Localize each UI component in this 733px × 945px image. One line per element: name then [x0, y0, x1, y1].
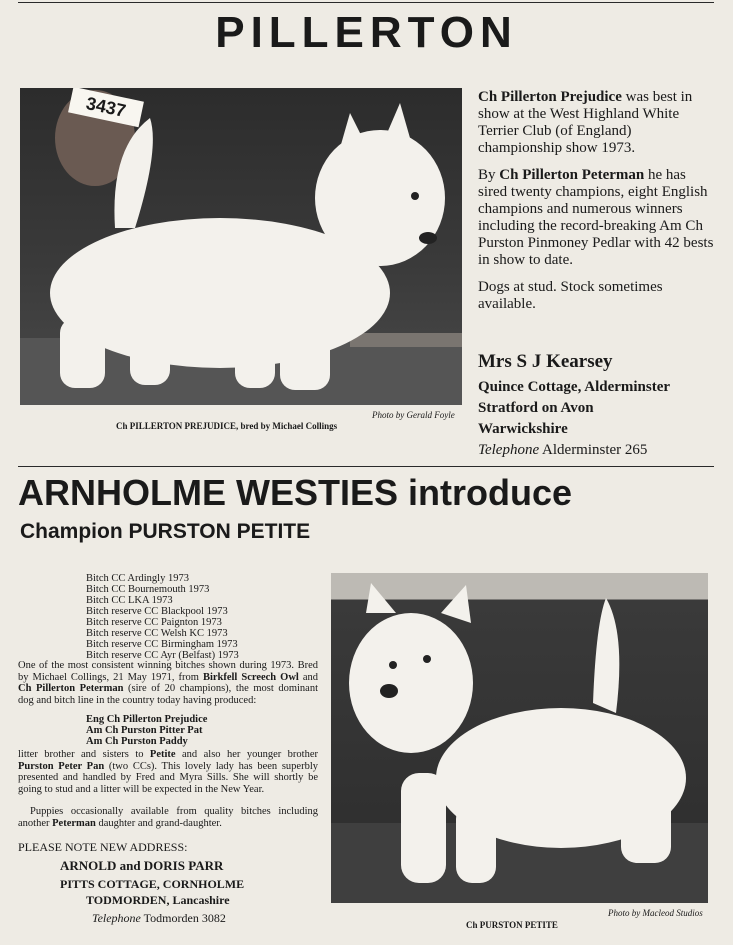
telephone-label: Telephone [478, 442, 540, 458]
breeder-address-1: PITTS COTTAGE, CORNHOLME [60, 877, 245, 891]
owner-name: Mrs S J Kearsey [478, 351, 613, 372]
arnholme-subtitle: Champion PURSTON PETITE [20, 520, 311, 543]
dog-name-petite: Petite [149, 749, 176, 760]
para2-text-a: litter brother and sisters to [18, 749, 150, 760]
telephone-line [478, 440, 670, 461]
para1-text-c: and [298, 671, 318, 683]
address-line-1: Quince Cottage, Alderminster [478, 379, 671, 395]
address-line-3: Warwickshire [478, 421, 568, 437]
westie-illustration-1 [20, 88, 462, 405]
show-number-card: 3437 [68, 88, 144, 127]
arnholme-title: ARNHOLME WESTIES [18, 472, 399, 513]
paragraph-peterman [478, 167, 718, 269]
breeder-address-2: TODMORDEN, Lancashire [86, 893, 230, 907]
paragraph-prejudice [478, 89, 718, 157]
address-note: PLEASE NOTE NEW ADDRESS: [18, 840, 188, 854]
p1-text: was best in show at the West Highland White Terrier Club (of England) championship show 1973. [478, 89, 693, 156]
litter-paragraph [18, 749, 318, 795]
dog-photo-prejudice [20, 88, 462, 405]
champions-list [86, 714, 207, 747]
dog-name-peterman-3: Peterman [52, 817, 96, 829]
award-item: Bitch reserve CC Welsh KC 1973 [86, 628, 228, 639]
arnholme-introduce: introduce [398, 472, 573, 513]
award-item: Bitch CC Ardingly 1973 [86, 573, 189, 584]
para1-text-a: One of the most consistent winning bitches shown during 1973. Bred by Michael Collings, 21 May 1971, from [18, 660, 318, 683]
photo1-credit: Photo by Gerald Foyle [372, 410, 455, 420]
award-item: Bitch reserve CC Birmingham 1973 [86, 639, 238, 650]
photo2-credit: Photo by Macleod Studios [608, 908, 703, 918]
breeder-telephone [92, 911, 226, 926]
dog-name-peterman: Ch Pillerton Peterman [499, 167, 645, 183]
owner-address [478, 377, 670, 461]
pillerton-text [478, 89, 718, 323]
telephone-number-2: Todmorden 3082 [140, 911, 226, 925]
breeder-names: ARNOLD and DORIS PARR [60, 858, 224, 873]
award-item: Bitch reserve CC Ayr (Belfast) 1973 [86, 650, 239, 661]
photo2-caption: Ch PURSTON PETITE [466, 920, 558, 930]
dog-name-peterman-2: Ch Pillerton Peterman [18, 683, 124, 694]
breeding-paragraph [18, 660, 318, 706]
para3-text-c: daughter and grand-daughter. [95, 817, 222, 829]
para2-text-c: and also her younger brother [175, 749, 318, 760]
champion-item: Am Ch Purston Pitter Pat [86, 725, 203, 736]
para1-text-d: (sire of 20 champions), the most dominant dog and bitch line in the country today having produced: [18, 683, 318, 706]
para2-text-d: (two CCs). This lovely lady has been superbly presented and handled by Fred and Myra Sills. She will shortly be going to stud and a litter will be expected in the New Year. [18, 760, 318, 795]
awards-list [86, 573, 239, 661]
dog-name-prejudice: Ch Pillerton Prejudice [478, 89, 622, 105]
award-item: Bitch CC Bournemouth 1973 [86, 584, 210, 595]
p2-text: he has sired twenty champions, eight English champions and numerous winners including the record-breaking Am Ch Purston Pinmoney Pedlar with 42 bests in show to date. [478, 167, 714, 268]
arnholme-heading [18, 472, 572, 514]
dog-name-birkfell: Birkfell Screech Owl [202, 671, 299, 683]
champion-item: Eng Ch Pillerton Prejudice [86, 714, 208, 725]
section-divider [18, 466, 714, 467]
champion-item: Am Ch Purston Paddy [86, 736, 188, 747]
dog-photo-petite [331, 573, 708, 903]
dog-name-peter-pan: Purston Peter Pan [18, 760, 105, 772]
p2-lead: By [478, 167, 500, 183]
award-item: Bitch reserve CC Blackpool 1973 [86, 606, 228, 617]
top-rule [18, 2, 714, 3]
award-item: Bitch CC LKA 1973 [86, 595, 173, 606]
address-line-2: Stratford on Avon [478, 400, 594, 416]
page-title: PILLERTON [215, 8, 518, 57]
award-item: Bitch reserve CC Paignton 1973 [86, 617, 222, 628]
puppies-paragraph [18, 806, 318, 829]
para3-text-a: Puppies occasionally available from quality bitches including another [18, 806, 318, 829]
telephone-number: Alderminster 265 [539, 442, 648, 458]
photo1-caption: Ch PILLERTON PREJUDICE, bred by Michael Collings [116, 421, 338, 431]
westie-illustration-2 [331, 573, 708, 903]
paragraph-stud: Dogs at stud. Stock sometimes available. [478, 279, 663, 312]
telephone-label-2: Telephone [92, 911, 141, 925]
